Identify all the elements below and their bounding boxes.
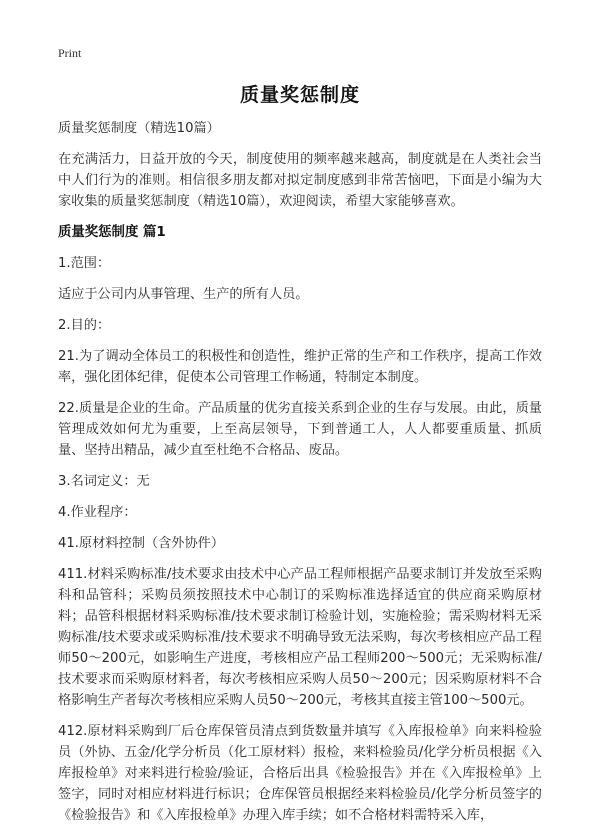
intro-paragraph: 在充满活力，日益开放的今天，制度使用的频率越来越高，制度就是在人类社会当中人们行为的准则。相信很多朋友都对拟定制度感到非常苦恼吧，下面是小编为大家收集的质量奖惩制度（精选10篇），欢迎阅读，希望大家能够喜欢。 [58, 152, 542, 209]
paragraph-411: 411.材料采购标准/技术要求由技术中心产品工程师根据产品要求制订并发放至采购科和品管科；采购员须按照技术中心制订的采购标准选择适宜的供应商采购原材料；品管科根据材料采购标准/技术要求制订检验计划，实施检验；需采购材料无采购标准/技术要求或采购标准/技术要求不明确导致无法采购，每次考核相应产品工程师50～200元，如影响生产进度，考核相应产品工程师200～500元；无采购标准/技术要求而采购原材料者，每次考核相应采购人员50～200元；因采购原材料不合格影响生产者每次考核相应采购人员50～200元，考核其直接主管100～500元。 [58, 567, 542, 708]
paragraph-purpose-22: 22.质量是企业的生命。产品质量的优劣直接关系到企业的生存与发展。由此，质量管理成效如何尤为重要，上至高层领导，下到普通工人，人人都要重质量、抓质量、坚持出精品，减少直至杜绝不合格品、废品。 [58, 401, 542, 458]
paragraph-procedure-heading: 4.作业程序： [58, 505, 137, 520]
document-title: 质量奖惩制度 [239, 84, 360, 106]
paragraph-definitions: 3.名词定义：无 [58, 474, 150, 489]
document-body [58, 118, 542, 836]
print-label: Print [58, 46, 82, 60]
paragraph-scope-text: 适应于公司内从事管理、生产的所有人员。 [58, 287, 309, 302]
paragraph-412: 412.原材料采购到厂后仓库保管员清点到货数量并填写《入库报检单》向来料检验员（外协、五金/化学分析员（化工原材料）报检，来料检验员/化学分析员根据《入库报检单》对来料进行检验/验证，合格后出具《检验报告》并在《入库报检单》上签字，同时对相应材料进行标识；仓库保管员根据经来料检验员/化学分析员签字的《检验报告》和《入库报检单》办理入库手续；如不合格材料需特采入库， [58, 724, 542, 823]
paragraph-scope-heading: 1.范围： [58, 256, 111, 271]
document-subtitle: 质量奖惩制度（精选10篇） [58, 121, 220, 136]
paragraph-purpose-21: 21.为了调动全体员工的积极性和创造性，维护正常的生产和工作秩序，提高工作效率，强化团体纪律，促使本公司管理工作畅通，特制定本制度。 [58, 349, 542, 385]
paragraph-41: 41.原材料控制（含外协件） [58, 536, 225, 551]
paragraph-purpose-heading: 2.目的： [58, 318, 111, 333]
section-heading: 质量奖惩制度 篇1 [58, 225, 166, 240]
